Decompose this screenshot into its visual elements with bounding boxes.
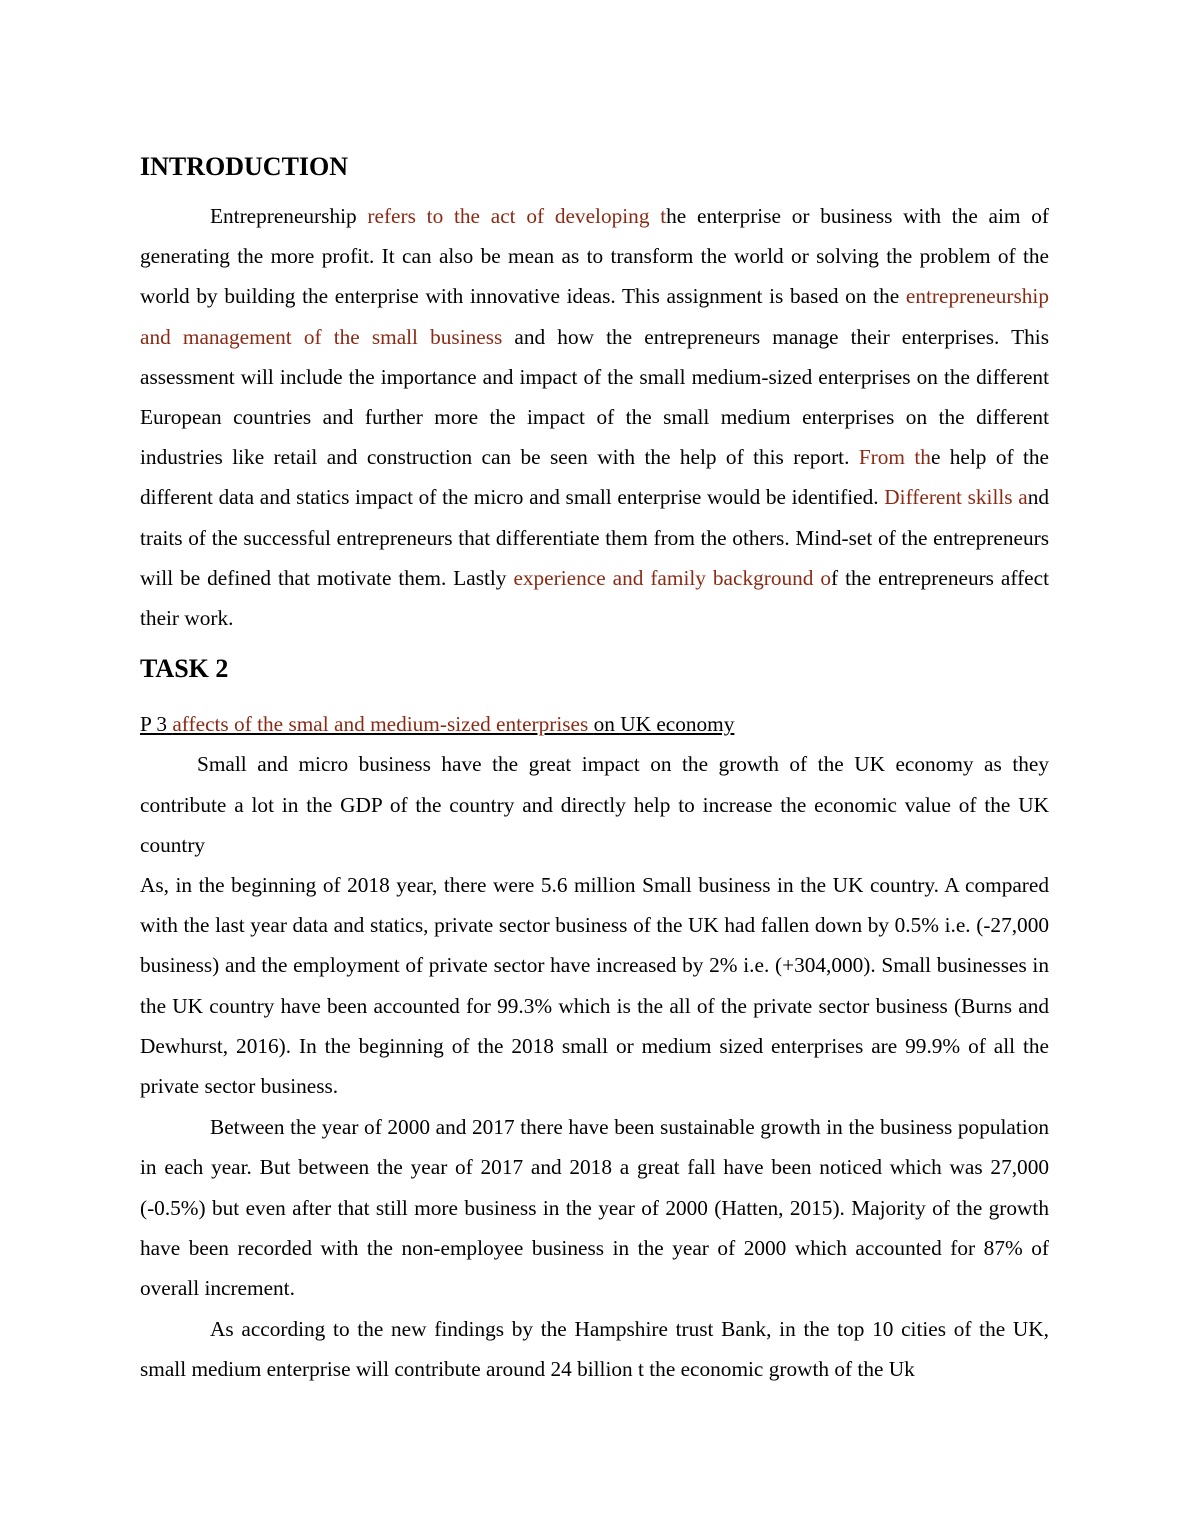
intro-text-4: e help of the different data and statics impact of the micro and small enterprise would be identified. — [140, 445, 1050, 510]
intro-text-6: f the entrepreneurs affect their work. — [140, 565, 1050, 631]
subheading-highlight: affects of the smal and medium-sized enterprises — [172, 712, 594, 737]
intro-highlight-2: entrepreneurship and management of the small business — [140, 284, 1049, 349]
intro-highlight-4: Different skills a — [884, 485, 1028, 510]
intro-text-3: and how the entrepreneurs manage their enterprises. This assessment will include the importance and impact of the small medium-sized enterprises on the different European countries and further more the impact of the small medium enterprises on the different industries like retail and construction can be seen with the help of this report. — [140, 324, 1049, 470]
introduction-paragraph — [140, 196, 1049, 638]
subheading-prefix: P 3 — [140, 712, 173, 737]
task2-paragraph-3: Between the year of 2000 and 2017 there have been sustainable growth in the business population in each year. But between the year of 2017 and 2018 a great fall have been noticed which was 27,000 (-0.5%) but even after that still more business in the year of 2000 (Hatten, 2015). Majority of the growth have been recorded with the non-employee business in the year of 2000 which accounted for 87% of overall increment. — [140, 1115, 1049, 1301]
document-page — [140, 150, 1049, 1390]
intro-text-2: he enterprise or business with the aim of generating the more profit. It can also be mean as to transform the world or solving the problem of the world by building the enterprise with innovative ideas. This assignment is based on the — [140, 204, 1049, 309]
intro-highlight-1: refers to the act of developing t — [367, 204, 667, 228]
task2-paragraph-1: Small and micro business have the great impact on the growth of the UK economy as they contribute a lot in the GDP of the country and directly help to increase the economic value of the UK country — [140, 752, 1049, 857]
task2-paragraph-4: As according to the new findings by the Hampshire trust Bank, in the top 10 cities of the UK, small medium enterprise will contribute around 24 billion t the economic growth of the Uk — [140, 1317, 1049, 1382]
introduction-heading: INTRODUCTION — [140, 152, 349, 181]
intro-highlight-5: experience and family background o — [513, 565, 832, 590]
task2-paragraph-2: As, in the beginning of 2018 year, there were 5.6 million Small business in the UK country. A compared with the last year data and statics, private sector business of the UK had fallen down by 0.5% i.e. (-27,000 business) and the employment of private sector have increased by 2% i.e. (+304,000). Small businesses in the UK country have been accounted for 99.3% which is the all of the private sector business (Burns and Dewhurst, 2016). In the beginning of the 2018 small or medium sized enterprises are 99.9% of all the private sector business. — [140, 873, 1049, 1099]
task2-heading: TASK 2 — [140, 654, 229, 684]
intro-highlight-3: From th — [858, 445, 931, 470]
intro-text-1: Entrepreneurship — [210, 204, 368, 228]
subheading-suffix: on UK economy — [593, 712, 735, 737]
p3-subheading — [140, 704, 1049, 744]
intro-text-5: nd traits of the successful entrepreneurs that differentiate them from the others. Mind-set of the entrepreneurs will be defined that motivate them. Lastly — [140, 485, 1049, 590]
